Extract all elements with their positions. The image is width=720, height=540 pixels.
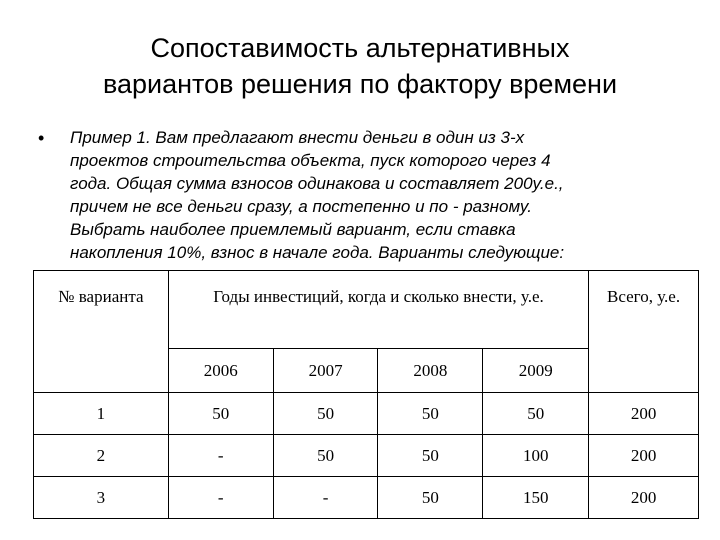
table-cell: 50: [378, 435, 483, 477]
year-header: 2007: [273, 349, 378, 393]
total-header: Всего, у.е.: [589, 271, 699, 393]
example-line: проектов строительства объекта, пуск которого через 4: [70, 151, 551, 170]
example-line: Выбрать наиболее приемлемый вариант, если ставка: [70, 220, 516, 239]
table-cell: 50: [273, 435, 378, 477]
year-header: 2009: [483, 349, 589, 393]
table-cell: 50: [378, 393, 483, 435]
example-line: года. Общая сумма взносов одинакова и составляет 200у.е.,: [70, 174, 564, 193]
header-row: [34, 271, 699, 349]
variant-number-header: № варианта: [34, 271, 169, 393]
slide-title: [30, 30, 690, 102]
title-line-2: вариантов решения по фактору времени: [102, 69, 618, 99]
year-header: 2006: [168, 349, 273, 393]
table-cell: 50: [273, 393, 378, 435]
title-line-1: Сопоставимость альтернативных: [150, 33, 570, 63]
total-cell: 200: [589, 477, 699, 519]
table-cell: 50: [378, 477, 483, 519]
table-cell: -: [168, 477, 273, 519]
table-row: [34, 393, 699, 435]
table-cell: 150: [483, 477, 589, 519]
variant-number: 1: [34, 393, 169, 435]
example-line: причем не все деньги сразу, а постепенно и по - разному.: [70, 197, 532, 216]
variant-number: 3: [34, 477, 169, 519]
variants-table: [33, 270, 699, 519]
table-cell: -: [168, 435, 273, 477]
table-cell: 50: [168, 393, 273, 435]
table-cell: 100: [483, 435, 589, 477]
table-cell: 50: [483, 393, 589, 435]
total-cell: 200: [589, 393, 699, 435]
table-row: [34, 435, 699, 477]
investment-years-header: Годы инвестиций, когда и сколько внести, у.е.: [168, 271, 588, 349]
example-line: Пример 1. Вам предлагают внести деньги в один из 3-х: [70, 128, 525, 147]
year-header: 2008: [378, 349, 483, 393]
bullet-marker: •: [38, 128, 45, 148]
table-cell: -: [273, 477, 378, 519]
example-line: накопления 10%, взнос в начале года. Варианты следующие:: [70, 243, 565, 262]
example-paragraph: [70, 126, 670, 264]
variant-number: 2: [34, 435, 169, 477]
table-row: [34, 477, 699, 519]
total-cell: 200: [589, 435, 699, 477]
